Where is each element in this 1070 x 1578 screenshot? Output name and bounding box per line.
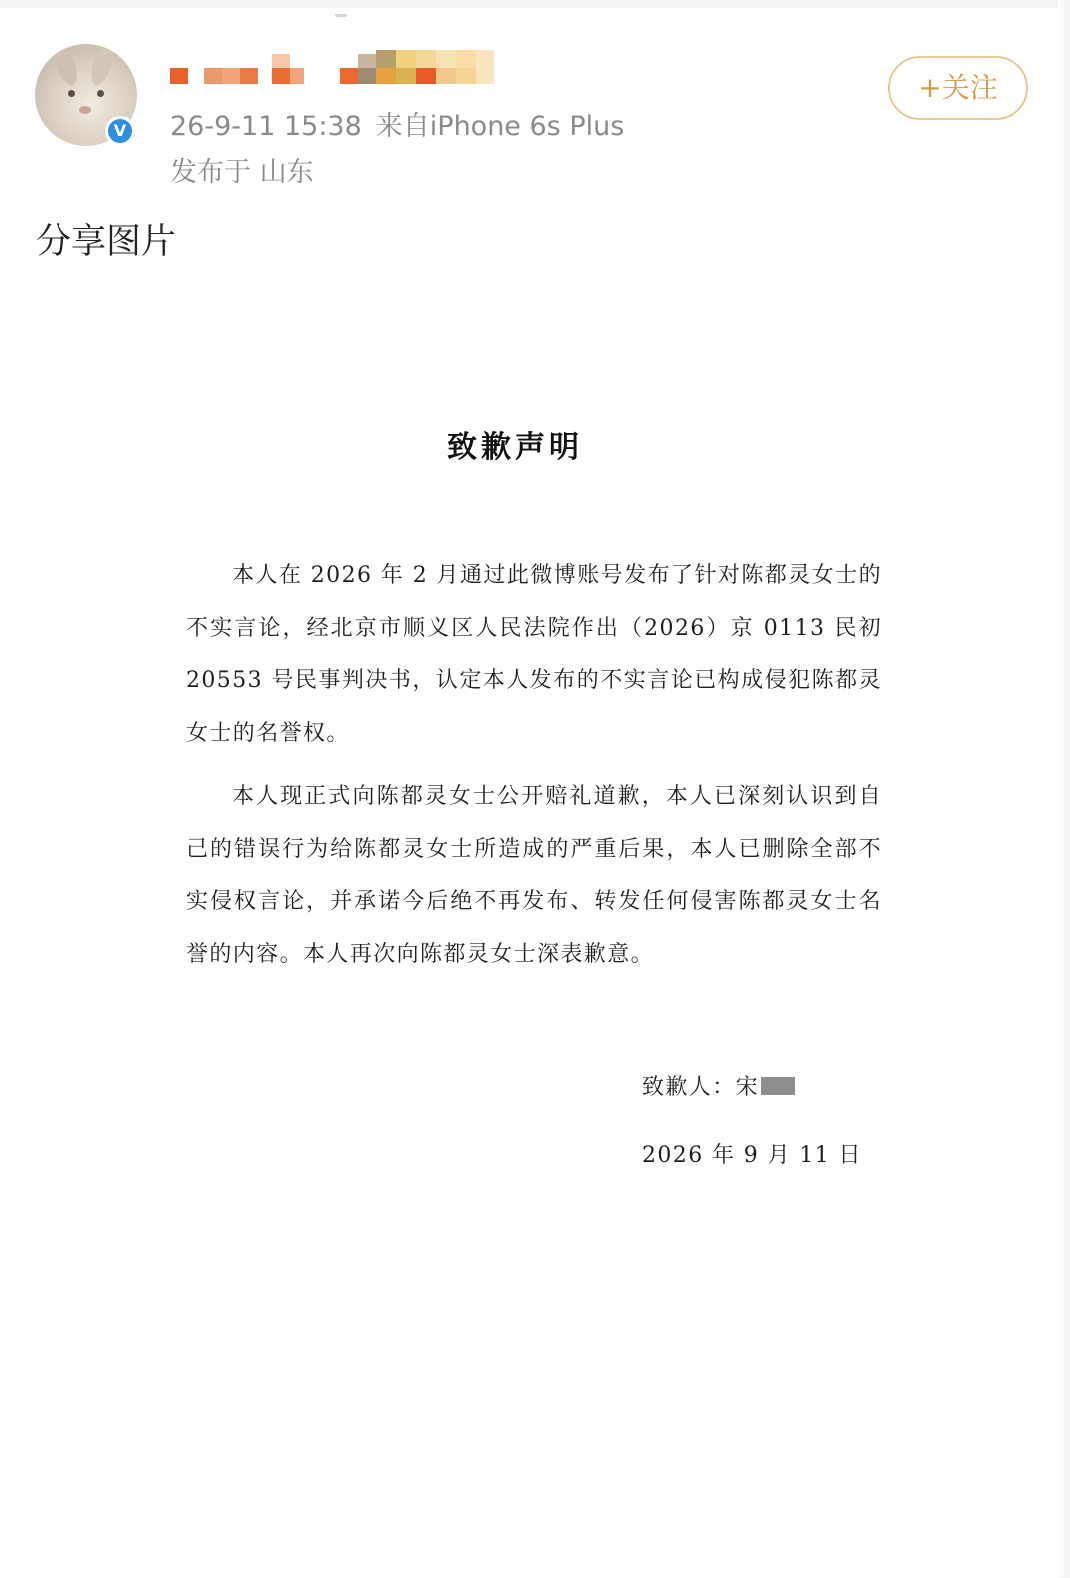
post-meta xyxy=(170,104,624,143)
pixel-block xyxy=(290,68,304,84)
pixel-block xyxy=(272,54,290,68)
signer-label: 致歉人：宋 xyxy=(642,1075,760,1100)
post-location: 发布于 山东 xyxy=(170,157,314,188)
pixel-block xyxy=(436,50,456,68)
pixel-block xyxy=(396,50,416,68)
pixel-block xyxy=(476,50,494,84)
post-text: 分享图片 xyxy=(36,222,177,262)
pixel-block xyxy=(204,68,222,84)
post-image-apology-statement[interactable] xyxy=(0,270,1058,1570)
pixel-block xyxy=(340,68,358,84)
pixel-block xyxy=(456,50,476,68)
document-signer xyxy=(642,1070,795,1101)
avatar-eye xyxy=(68,90,75,97)
avatar-ear xyxy=(51,44,82,88)
pixel-block xyxy=(240,68,258,84)
document-title: 致歉声明 xyxy=(447,430,583,465)
document-paragraph: 本人在 2026 年 2 月通过此微博账号发布了针对陈都灵女士的不实言论，经北京市顺义区人民法院作出（2026）京 0113 民初 20553 号民事判决书，认定本人发布的不实言论已构成侵犯陈都灵女士的名誉权。 xyxy=(186,563,882,746)
pixel-block xyxy=(416,68,436,84)
pixel-block xyxy=(376,50,396,68)
avatar-eye xyxy=(97,90,104,97)
username-pixelated[interactable] xyxy=(168,50,498,88)
post-source[interactable]: 来自iPhone 6s Plus xyxy=(375,111,625,142)
avatar-ear xyxy=(87,44,117,88)
pixel-block xyxy=(396,68,416,84)
right-edge-shadow xyxy=(1058,0,1070,1578)
redacted-name xyxy=(761,1077,795,1095)
pixel-block xyxy=(358,54,376,68)
drag-handle xyxy=(335,14,347,17)
avatar-nose xyxy=(79,106,91,114)
post-timestamp: 26-9-11 15:38 xyxy=(170,111,362,142)
pixel-block xyxy=(272,68,290,84)
follow-button[interactable]: +关注 xyxy=(888,56,1028,120)
document-date: 2026 年 9 月 11 日 xyxy=(642,1143,862,1168)
pixel-block xyxy=(358,68,376,84)
pixel-block xyxy=(436,68,456,84)
top-edge xyxy=(0,0,1070,8)
verified-badge-icon: V xyxy=(105,116,135,146)
pixel-block xyxy=(376,68,396,84)
pixel-block xyxy=(222,68,240,84)
pixel-block xyxy=(456,68,476,84)
document-paragraph: 本人现正式向陈都灵女士公开赔礼道歉，本人已深刻认识到自己的错误行为给陈都灵女士所造成的严重后果，本人已删除全部不实侵权言论，并承诺今后绝不再发布、转发任何侵害陈都灵女士名誉的内容。本人再次向陈都灵女士深表歉意。 xyxy=(186,784,882,967)
pixel-block xyxy=(170,68,188,84)
pixel-block xyxy=(416,50,436,68)
